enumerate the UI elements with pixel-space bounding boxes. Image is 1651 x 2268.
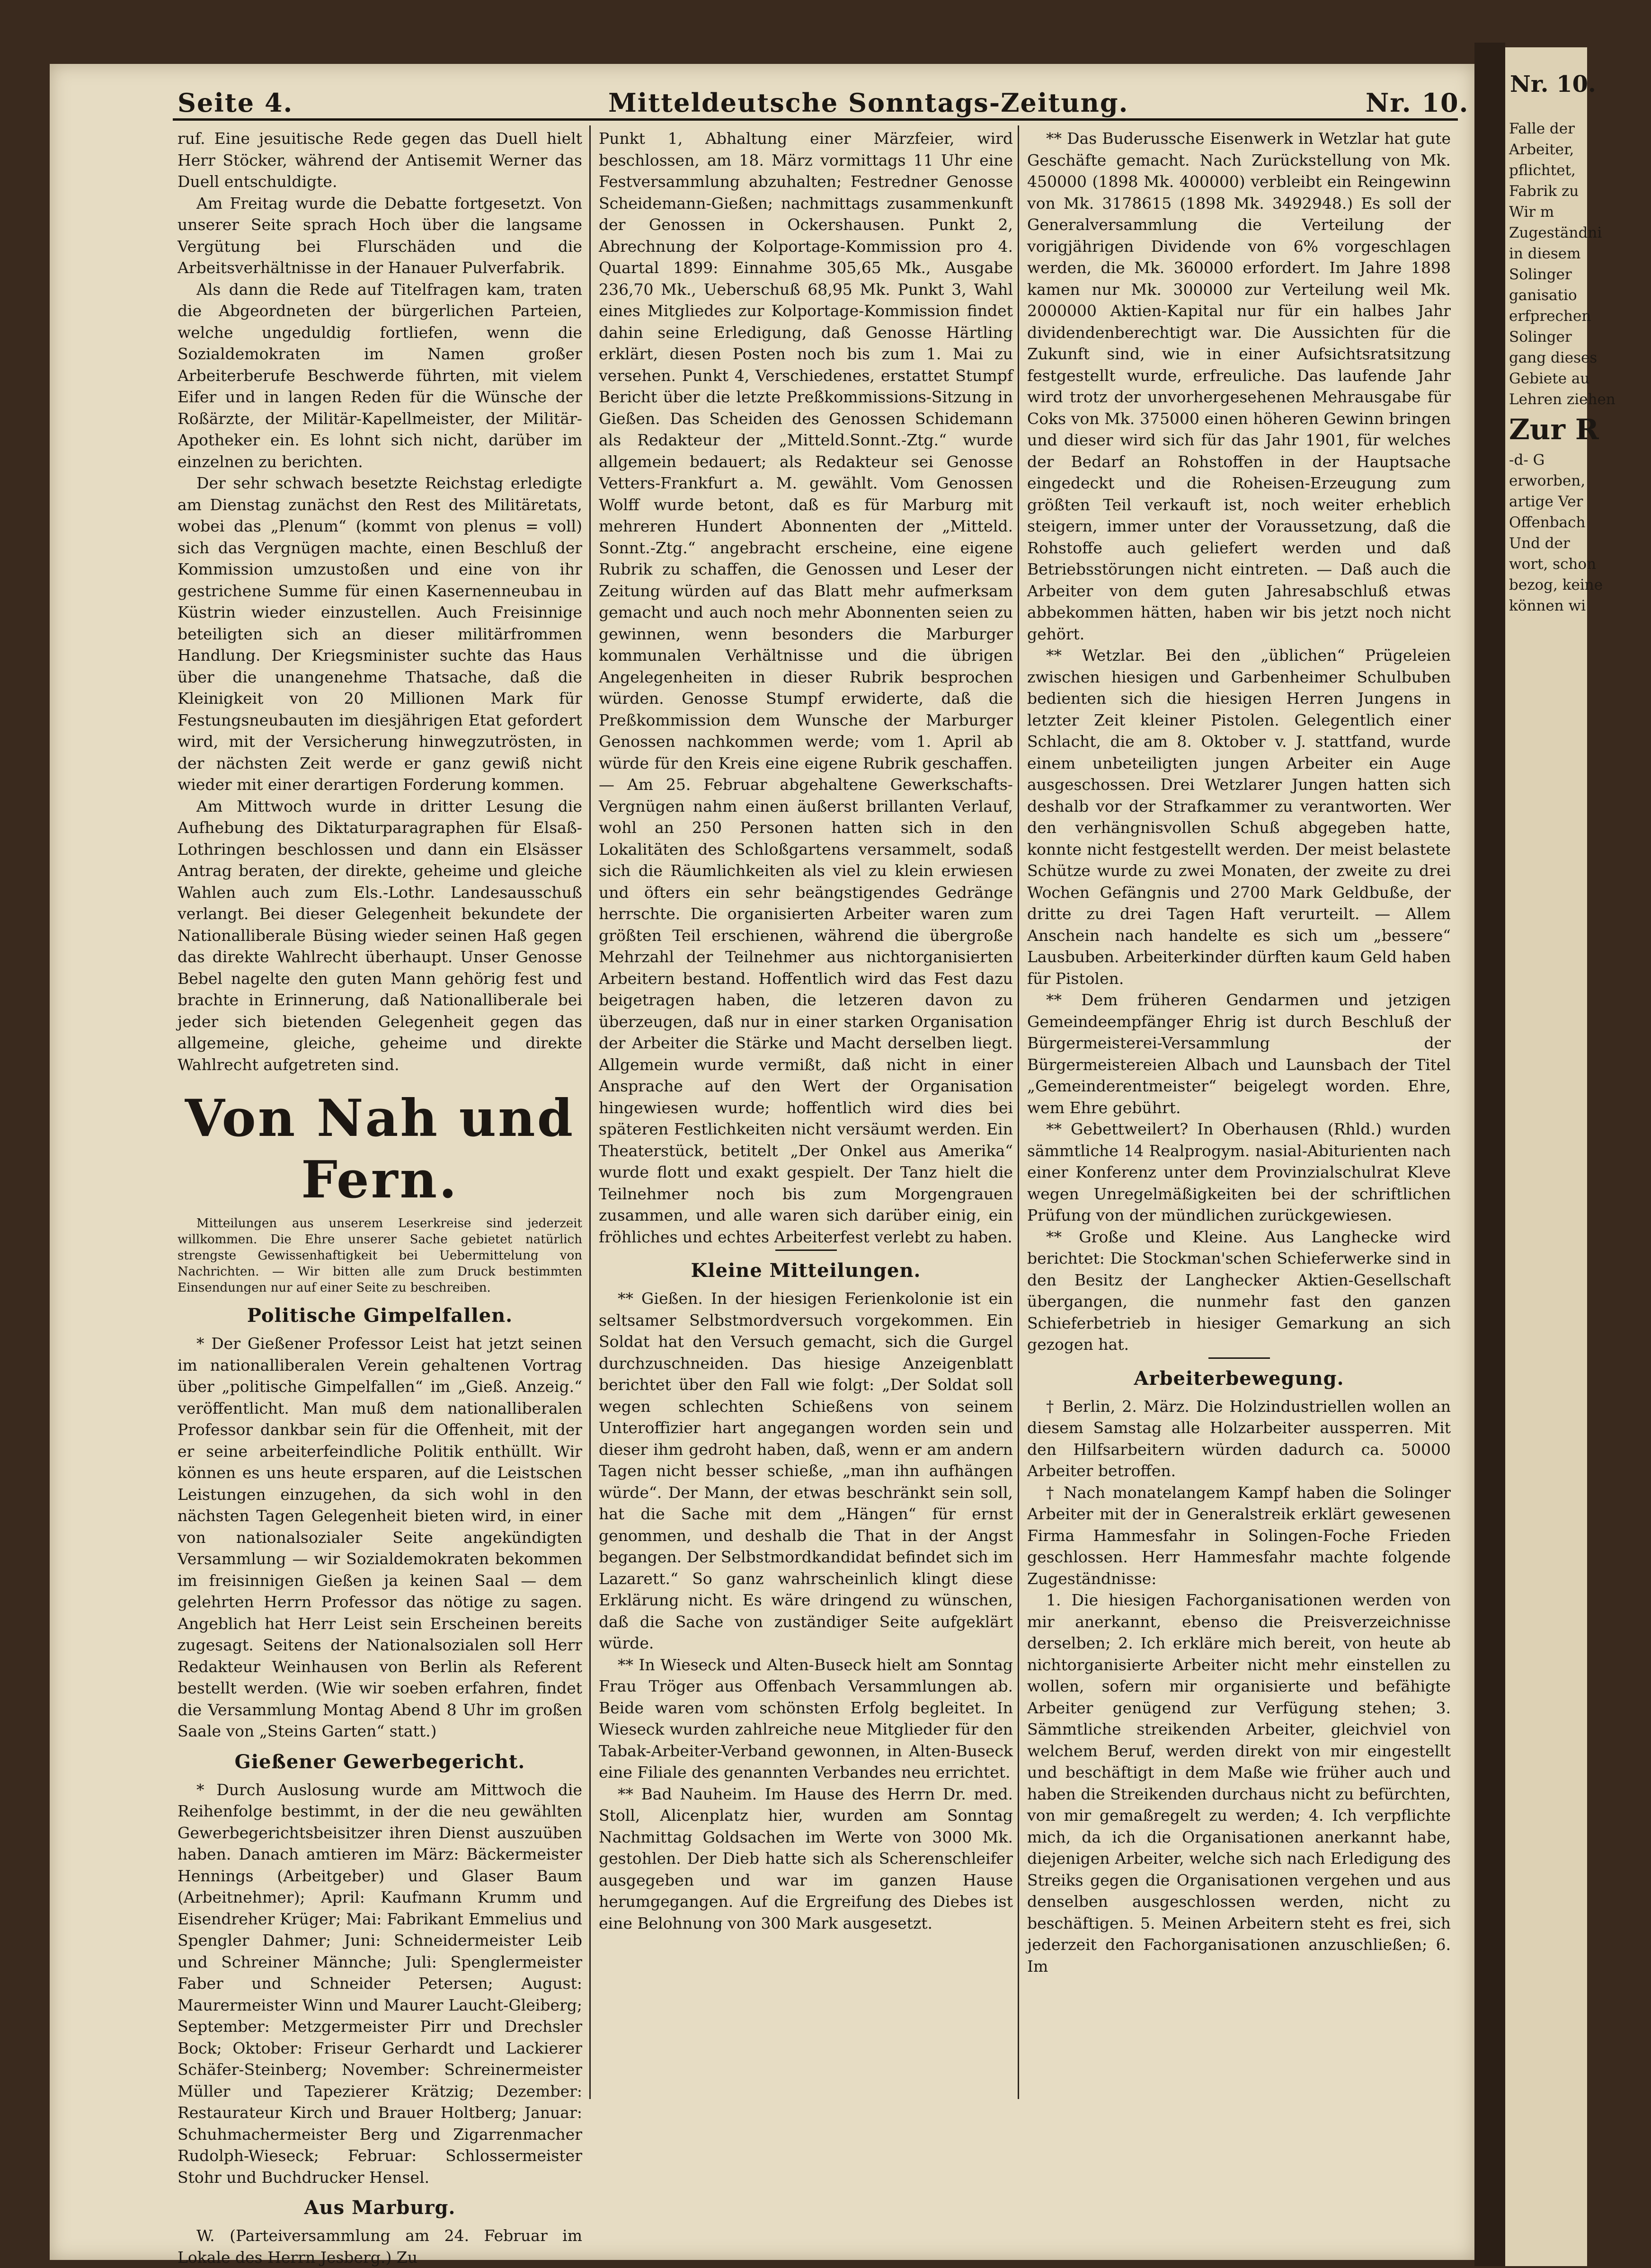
text-line: Und der (1509, 535, 1570, 552)
paragraph: Punkt 1, Abhaltung einer Märzfeier, wird beschlossen, am 18. März vormittags 11 Uhr eine Festversammlung abzuhalten; Festredner Genosse Scheidemann-Gießen; nachmittags zusammenkunft der Genossen in Ockershausen. Punkt 2, Abrechnung der Kolportage-Kommission pro 4. Quartal 1899: Einnahme 305,65 Mk., Ausgabe 236,70 Mk., Ueberschuß 68,95 Mk. Punkt 3, Wahl eines Mitgliedes zur Kolportage-Kommission findet dahin seine Erledigung, daß Genosse Härtling erklärt, diesen Posten noch bis zum 1. Mai zu versehen. Punkt 4, Verschiedenes, erstattet Stumpf Bericht über die letzte Preßkommissions-Sitzung in Gießen. Das Scheiden des Genossen Schidemann als Redakteur der „Mitteld.Sonnt.-Ztg.“ wurde allgemein bedauert; als Redakteur sei Genosse Vetters-Frankfurt a. M. gewählt. Vom Genossen Wolff wurde betont, daß es für Marburg mit mehreren Hundert Abonnenten der „Mitteld. Sonnt.-Ztg.“ angebracht erscheine, eine eigene Rubrik zu schaffen, die Genossen und Leser der Zeitung würden auf das Blatt mehr aufmerksam gemacht und auch noch mehr Abonnenten seien zu gewinnen, wenn besonders die Marburger kommunalen Verhältnisse und die übrigen Angelegenheiten in dieser Rubrik besprochen würden. Genosse Stumpf erwiderte, daß die Preßkommission dem Wunsche der Marburger Genossen nachkommen werde; vom 1. April ab würde für den Kreis eine eigene Rubrik geschaffen. — Am 25. Februar abgehaltene Gewerkschafts-Vergnügen nahm einen äußerst brillanten Verlauf, wohl an 250 Personen hatten sich in den Lokalitäten des Schloßgartens versammelt, sodaß sich die Räumlichkeiten als viel zu klein erwiesen und öfters ein sehr beängstigendes Gedränge herrschte. Die organisierten Arbeiter waren zum größten Teil erschienen, während die übergroße Mehrzahl der Teilnehmer aus nichtorganisierten Arbeitern bestand. Hoffentlich wird das Fest dazu beigetragen haben, die letzeren davon zu überzeugen, daß nur in einer starken Organisation der Arbeiter die Stärke und Macht derselben liegt. Allgemein wurde vermißt, daß nicht in einer Ansprache auf den Wert der Organisation hingewiesen wurde; hoffentlich wird dies bei späteren Festlichkeiten nicht versäumt werden. Ein Theaterstück, betitelt „Der Onkel aus Amerika“ wurde flott und exakt gespielt. Der Tanz hielt die Teilnehmer noch bis zum Morgengrauen zusammen, und alle waren sich darüber einig, ein fröhliches und echtes Arbeiterfest verlebt zu haben. (599, 129, 1013, 1246)
page-header (50, 88, 1474, 130)
paragraph: ** In Wieseck und Alten-Buseck hielt am Sonntag Frau Tröger aus Offenbach Versammlungen ab. Beide waren vom schönsten Erfolg begleitet. In Wieseck wurden zahlreiche neue Mitglieder für den Tabak-Arbeiter-Verband gewonnen, in Alten-Buseck eine Filiale des genannten Verbandes neu errichtet. (599, 1655, 1013, 1781)
text-line: wort, schon (1509, 556, 1597, 573)
text-line: können wi (1509, 597, 1586, 614)
paragraph: * Der Gießener Professor Leist hat jetzt seinen im nationalliberalen Verein gehaltenen Vortrag über „politische Gimpelfallen“ im „Gieß. Anzeig.“ veröffentlicht. Man muß dem nationalliberalen Professor dankbar sein für die Offenheit, mit der er seine arbeiterfeindliche Politik enthüllt. Wir können es uns heute ersparen, auf die Leistschen Leistungen einzugehen, da sich wohl in den nächsten Tagen Gelegenheit bieten wird, in einer von nationalsozialer Seite angekündigten Versammlung — wir Sozialdemokraten bekommen im freisinnigen Gießen ja keinen Saal — dem gelehrten Herrn Professor das nötige zu sagen. Angeblich hat Herr Leist sein Erscheinen bereits zugesagt. Seitens der Nationalsozialen soll Herr Redakteur Weinhausen von Berlin als Referent bestellt werden. (Wie wir soeben erfahren, findet die Versammlung Montag Abend 8 Uhr im großen Saale von „Steins Garten“ statt.) (178, 1334, 582, 1740)
text-line: Lehren ziehen (1509, 391, 1615, 408)
article-heading: Aus Marburg. (304, 2197, 456, 2219)
paragraph: W. (Parteiversammlung am 24. Februar im Lokale des Herrn Jesberg.) Zu (178, 2226, 582, 2267)
paragraph: † Nach monatelangem Kampf haben die Solinger Arbeiter mit der in Generalstreik erklärt gewesenen Firma Hammesfahr in Solingen-Foche Frieden geschlossen. Herr Hammesfahr machte folgende Zugeständnisse: (1027, 1483, 1451, 1588)
paragraph: ** Wetzlar. Bei den „üblichen“ Prügeleien zwischen hiesigen und Garbenheimer Schulbuben bedienten sich die hiesigen Herren Jungens in letzter Zeit kleiner Pistolen. Gelegentlich einer Schlacht, die am 8. Oktober v. J. stattfand, wurde einem unbeteiligten jungen Arbeiter ein Auge ausgeschossen. Drei Wetzlarer Jungen hatten sich deshalb vor der Strafkammer zu verantworten. Wer den verhängnisvollen Schuß abgegeben hatte, konnte nicht festgestellt werden. Der meist belastete Schütze wurde zu zwei Monaten, der zweite zu drei Wochen Gefängnis und 2700 Mark Geldbuße, der dritte zu drei Tagen Haft verurteilt. — Allem Anschein nach handelte es sich um „bessere“ Lausbuben. Arbeiterkinder dürften kaum Geld haben für Pistolen. (1027, 646, 1451, 988)
column-divider (589, 125, 591, 2099)
text-line: Wir m (1509, 204, 1554, 221)
article-heading: Gießener Gewerbegericht. (234, 1750, 525, 1773)
article-heading: Kleine Mitteilungen. (691, 1259, 921, 1282)
adjacent-title: Zur R (1509, 413, 1599, 446)
header-rule (173, 118, 1458, 121)
text-line: Zugeständni (1509, 224, 1602, 241)
adjacent-page-fragment (1505, 47, 1615, 2266)
paragraph: † Berlin, 2. März. Die Holzindustriellen wollen an diesem Samstag alle Holzarbeiter aussperren. Mit den Hilfsarbeitern würden dadurch ca. 50000 Arbeiter betroffen. (1027, 1397, 1451, 1480)
issue-number: Nr. 10. (1366, 88, 1469, 118)
paragraph: 1. Die hiesigen Fachorganisationen werden von mir anerkannt, ebenso die Preisverzeichnisse derselben; 2. Ich erkläre mich bereit, von heute ab nichtorganisierte Arbeiter nicht mehr einstellen zu wollen, sofern mir organisierte und befähigte Arbeiter genügend zur Verfügung stehen; 3. Sämmtliche streikenden Arbeiter, gleichviel von welchem Beruf, werden direkt von mir eingestellt und beschäftigt in dem Maße wie früher auch und haben die Streikenden durchaus nicht zu befürchten, von mir gemaßregelt zu werden; 4. Ich verpflichte mich, da ich die Organisationen anerkannt habe, diejenigen Arbeiter, welche sich nach Erledigung des Streiks gegen die Organisationen vergehen und aus denselben ausgeschlossen werden, nicht zu beschäftigen. 5. Meinen Arbeitern steht es frei, sich jederzeit den Fachorganisationen anzuschließen; 6. Im (1027, 1591, 1451, 1976)
newspaper-title: Mitteldeutsche Sonntags-Zeitung. (608, 88, 1129, 118)
text-line: Arbeiter, (1509, 141, 1574, 158)
section-title: Von Nah und Fern. (185, 1089, 575, 1210)
paragraph: ** Dem früheren Gendarmen und jetzigen Gemeindeempfänger Ehrig ist durch Beschluß der Bürgermeisterei-Versammlung der Bürgermeistereien Albach und Launsbach der Titel „Gemeinderentmeister“ beigelegt worden. Ehre, wem Ehre gebührt. (1027, 991, 1451, 1117)
text-line: Solinger (1509, 328, 1572, 346)
newspaper-page (50, 64, 1474, 2267)
column-2 (599, 128, 1013, 1934)
adjacent-issue-number: Nr. 10. (1510, 71, 1596, 97)
paragraph: ** Gießen. In der hiesigen Ferienkolonie ist ein seltsamer Selbstmordversuch vorgekommen. Ein Soldat hat den Versuch gemacht, sich die Gurgel durchzuschneiden. Das hiesige Anzeigenblatt berichtet über den Fall wie folgt: „Der Soldat soll wegen schlechten Schießens von seinem Unteroffizier hart angegangen worden sein und dieser ihm gedroht haben, daß, wenn er am andern Tagen nicht besser schieße, „man ihn aufhängen würde“. Der Mann, der etwas beschränkt sein soll, hat die Sache mit dem „Hängen“ für ernst genommen, und deshalb die That in der Angst begangen. Der Selbstmordkandidat befindet sich im Lazarett.“ So ganz wahrscheinlich klingt diese Erklärung nicht. Es wäre dringend zu wünschen, daß die Sache von zuständiger Seite aufgeklärt würde. (599, 1289, 1013, 1652)
text-line: bezog, keine (1509, 576, 1603, 594)
text-line: erworben, (1509, 472, 1586, 489)
paragraph: ** Große und Kleine. Aus Langhecke wird berichtet: Die Stockman'schen Schieferwerke sind in den Besitz der Langhecker Aktien-Gesellschaft übergangen, die nunmehr fast den ganzen Schieferbetrieb in hiesiger Gemarkung an sich gezogen hat. (1027, 1227, 1451, 1354)
separator (1208, 1357, 1270, 1359)
text-line: ganisatio (1509, 287, 1577, 304)
paragraph: ** Das Buderussche Eisenwerk in Wetzlar hat gute Geschäfte gemacht. Nach Zurückstellung von Mk. 450000 (1898 Mk. 400000) verbleibt ein Reingewinn von Mk. 3178615 (1898 Mk. 3492948.) Es soll der Generalversammlung die Verteilung der vorigjährigen Dividende von 6% vorgeschlagen werden, die Mk. 360000 erfordert. Im Jahre 1898 kamen nur Mk. 300000 zur Verteilung weil Mk. 2000000 Aktien-Kapital nur für ein halbes Jahr dividendenberechtigt war. Die Aussichten für die Zukunft sind, wie in einer Aufsichtsratsitzung festgestellt wurde, erfreuliche. Das laufende Jahr wird trotz der unvorhergesehenen Mehrausgabe für Coks von Mk. 375000 einen höheren Gewinn bringen und dieser wird sich für das Jahr 1901, für welches der Bedarf an Rohstoffen in der Hauptsache eingedeckt und die Roheisen-Erzeugung zum größten Teil verkauft ist, noch weiter erheblich steigern, immer unter der Voraussetzung, daß die Rohstoffe auch geliefert werden und daß Betriebsstörungen nicht eintreten. — Daß auch die Arbeiter von dem guten Jahresabschluß etwas abbekommen hätten, haben wir bis jetzt noch nicht gehört. (1027, 129, 1451, 643)
paragraph: ruf. Eine jesuitische Rede gegen das Duell hielt Herr Stöcker, während der Antisemit Werner das Duell entschuldigte. (178, 129, 582, 191)
section-note: Mitteilungen aus unserem Leserkreise sind jederzeit willkommen. Die Ehre unserer Sache gebietet natürlich strengste Gewissenhaftigkeit bei Uebermittelung von Nachrichten. — Wir bitten alle zum Druck bestimmten Einsendungen nur auf einer Seite zu beschreiben. (178, 1216, 582, 1295)
binding-gutter (1474, 43, 1505, 2266)
paragraph: ** Bad Nauheim. Im Hause des Herrn Dr. med. Stoll, Alicenplatz hier, wurden am Sonntag Nachmittag Goldsachen im Werte von 3000 Mk. gestohlen. Der Dieb hatte sich als Scherenschleifer ausgegeben und war im ganzen Hause herumgegangen. Auf die Ergreifung des Diebes ist eine Belohnung von 300 Mark ausgesetzt. (599, 1784, 1013, 1932)
text-line: gang dieses (1509, 349, 1598, 366)
paragraph: Der sehr schwach besetzte Reichstag erledigte am Dienstag zunächst den Rest des Militäretats, wobei das „Plenum“ (kommt von plenus = voll) sich das Vergnügen machte, einen Beschluß der Kommission umzustoßen und eine von ihr gestrichene Summe für einen Kasernenneubau in Küstrin wieder einzustellen. Auch Freisinnige beteiligten sich an dieser militärfrommen Handlung. Der Kriegsminister suchte das Haus über die unangenehme Thatsache, daß die Kleinigkeit von 20 Millionen Mark für Festungsneubauten im diesjährigen Etat gefordert wird, mit der Versicherung hinwegzutrösten, in der nächsten Zeit werde er ganz gewiß nicht wieder mit einer derartigen Forderung kommen. (178, 474, 582, 794)
paragraph: Als dann die Rede auf Titelfragen kam, traten die Abgeordneten der bürgerlichen Parteien, welche ungeduldig fortliefen, wenn die Sozialdemokraten im Namen großer Arbeiterberufe Beschwerde führten, mit vielem Eifer und in langen Reden für die Wünsche der Roßärzte, der Militär-Kapellmeister, der Militär-Apotheker ein. Es lohnt sich nicht, darüber im einzelnen zu berichten. (178, 280, 582, 471)
text-line: Solinger (1509, 266, 1572, 283)
paragraph: * Durch Auslosung wurde am Mittwoch die Reihenfolge bestimmt, in der die neu gewählten Gewerbegerichtsbeisitzer ihren Dienst auszuüben haben. Danach amtieren im März: Bäckermeister Hennings (Arbeitgeber) und Glaser Baum (Arbeitnehmer); April: Kaufmann Krumm und Eisendreher Krüger; Mai: Fabrikant Emmelius und Spengler Dahmer; Juni: Schneidermeister Leib und Schreiner Männche; Juli: Spenglermeister Faber und Schneider Petersen; August: Maurermeister Winn und Maurer Laucht-Gleiberg; September: Metzgermeister Pirr und Drechsler Bock; Oktober: Friseur Gerhardt und Lackierer Schäfer-Steinberg; November: Schreinermeister Müller und Tapezierer Krätzig; Dezember: Restaurateur Kirch und Brauer Holtberg; Januar: Schuhmachermeister Berg und Zigarrenmacher Rudolph-Wieseck; Februar: Schlossermeister Stohr und Buchdrucker Hensel. (178, 1780, 582, 2187)
adjacent-text (1509, 118, 1651, 616)
paragraph: Am Freitag wurde die Debatte fortgesetzt. Von unserer Seite sprach Hoch über die langsame Vergütung bei Flurschäden und die Arbeitsverhältnisse in der Hanauer Pulverfabrik. (178, 194, 582, 277)
text-line: artige Ver (1509, 493, 1583, 510)
text-line: erfprechen (1509, 308, 1591, 325)
text-line: Falle der (1509, 120, 1575, 137)
text-line: Fabrik zu (1509, 183, 1579, 200)
text-line: Offenbach (1509, 514, 1586, 531)
text-line: in diesem (1509, 245, 1581, 262)
column-divider (1018, 125, 1019, 2099)
page-number: Seite 4. (178, 88, 293, 118)
text-line: pflichtet, (1509, 162, 1576, 179)
paragraph: Am Mittwoch wurde in dritter Lesung die Aufhebung des Diktaturparagraphen für Elsaß-Lothringen beschlossen und dann ein Elsässer Antrag beraten, der direkte, geheime und gleiche Wahlen auch zum Els.-Lothr. Landesausschuß verlangt. Bei dieser Gelegenheit bekundete der Nationalliberale Büsing wieder seinen Haß gegen das direkte Wahlrecht überhaupt. Unser Genosse Bebel nagelte den guten Mann gehörig fest und brachte in Erinnerung, daß Nationalliberale bei jeder sich bietenden Gelegenheit gegen das allgemeine, gleiche, geheime und direkte Wahlrecht aufgetreten sind. (178, 797, 582, 1074)
separator (775, 1249, 837, 1251)
text-line: Gebiete au (1509, 370, 1590, 387)
article-heading: Politische Gimpelfallen. (247, 1304, 513, 1327)
paragraph: ** Gebettweilert? In Oberhausen (Rhld.) wurden sämmtliche 14 Realprogym. nasial-Abiturienten nach einer Konferenz unter dem Provinzialschulrat Kleve wegen Unregelmäßigkeiten bei der schriftlichen Prüfung von der mündlichen zurückgewiesen. (1027, 1120, 1451, 1224)
column-3 (1027, 128, 1451, 1977)
text-line: -d- G (1509, 452, 1545, 469)
column-1 (178, 128, 582, 2268)
article-heading: Arbeiterbewegung. (1134, 1367, 1344, 1390)
